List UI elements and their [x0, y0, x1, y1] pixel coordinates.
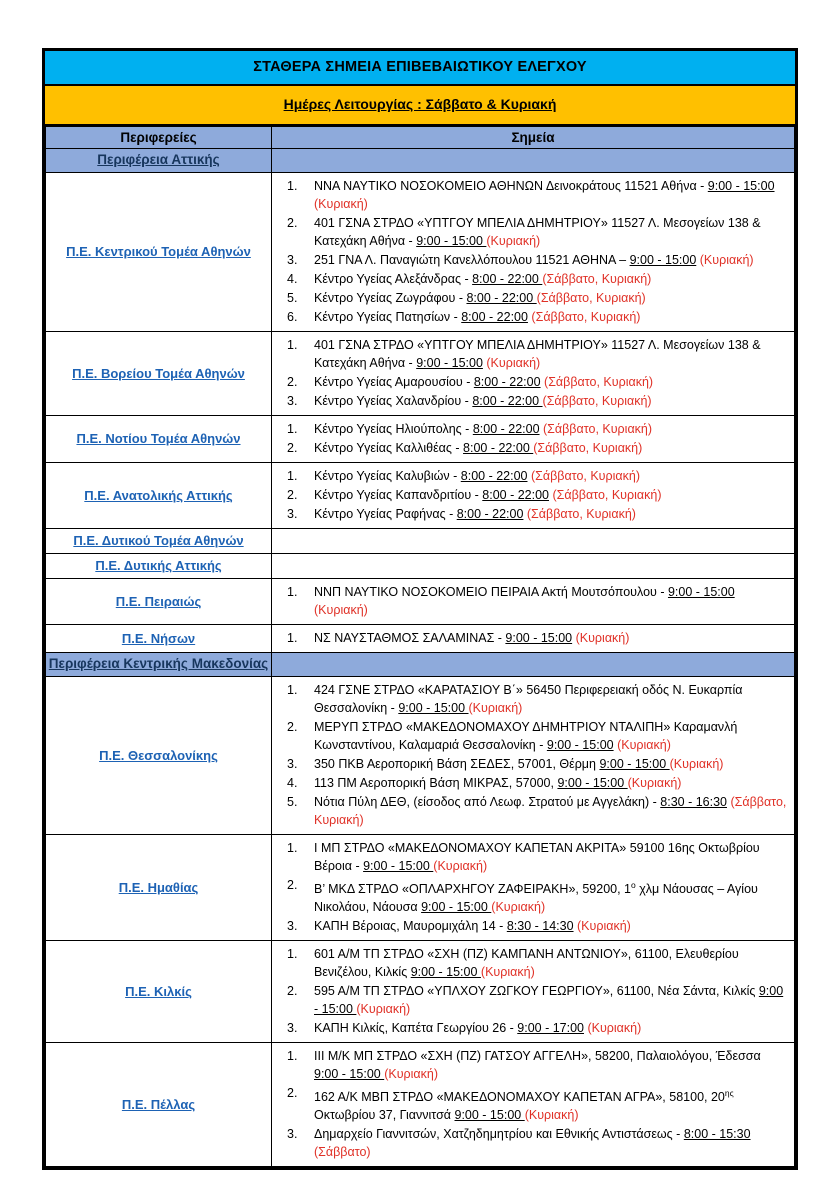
points-cell	[272, 941, 795, 1043]
region-link[interactable]: Π.Ε. Κιλκίς	[125, 983, 192, 999]
point-hours: 9:00 - 15:00	[314, 984, 784, 1017]
region-link[interactable]: Π.Ε. Θεσσαλονίκης	[99, 747, 218, 763]
point-days: (Σάββατο, Κυριακή)	[527, 310, 641, 324]
point-number: 3.	[287, 253, 298, 267]
point-number: 1.	[287, 631, 298, 645]
table-row	[46, 529, 795, 554]
section-header-cell	[46, 149, 272, 173]
point-hours: 9:00 - 15:00	[314, 1067, 385, 1082]
point-text	[314, 420, 788, 438]
point-item	[272, 681, 788, 717]
point-text	[314, 270, 788, 288]
point-text	[314, 774, 788, 792]
point-hours: 8:00 - 22:00	[472, 422, 540, 436]
point-days: (Κυριακή)	[573, 919, 631, 934]
point-days: (Σάββατο, Κυριακή)	[548, 488, 662, 502]
point-days: (Σάββατο, Κυριακή)	[527, 469, 640, 483]
column-header-points: Σημεία	[272, 127, 795, 149]
point-text-segment: Κέντρο Υγείας Καλλιθέας -	[314, 441, 464, 455]
point-text	[314, 681, 788, 717]
point-text-segment: Κέντρο Υγείας Χαλανδρίου -	[314, 394, 473, 408]
point-item	[272, 755, 788, 773]
point-text-segment: 251 ΓΝΑ Λ. Παναγιώτη Κανελλόπουλου 11521 ΑΘΗΝΑ –	[314, 253, 630, 267]
point-hours: 9:00 - 15:00	[421, 900, 492, 915]
point-text-segment: Κέντρο Υγείας Ηλιούπολης -	[314, 422, 473, 436]
point-number: 1.	[287, 338, 298, 352]
region-link[interactable]: Π.Ε. Νοτίου Τομέα Αθηνών	[76, 431, 241, 446]
point-days: (Κυριακή)	[491, 900, 546, 915]
point-item	[272, 793, 788, 829]
region-link[interactable]: Π.Ε. Δυτικού Τομέα Αθηνών	[73, 533, 244, 548]
point-item	[272, 982, 788, 1018]
region-cell	[46, 579, 272, 625]
point-text	[314, 917, 788, 935]
point-text-segment: ΝΝΠ ΝΑΥΤΙΚΟ ΝΟΣΟΚΟΜΕΙΟ ΠΕΙΡΑΙΑ Ακτή Μουτσόπουλου -	[314, 585, 668, 599]
region-link[interactable]: Π.Ε. Βορείου Τομέα Αθηνών	[72, 365, 245, 381]
point-days: (Κυριακή)	[314, 603, 368, 617]
point-hours: 8:00 - 22:00	[463, 441, 534, 455]
region-link[interactable]: Π.Ε. Δυτικής Αττικής	[95, 558, 222, 573]
point-days: (Κυριακή)	[314, 197, 368, 211]
point-number: 3.	[287, 1021, 298, 1036]
point-item	[272, 629, 788, 647]
point-text	[314, 982, 788, 1018]
point-text-segment: 350 ΠΚΒ Αεροπορική Βάση ΣΕΔΕΣ, 57001, Θέρμη	[314, 757, 600, 771]
point-text-segment: Νότια Πύλη ΔΕΘ, (είσοδος από Λεωφ. Στρατού με Αγγελάκη) -	[314, 795, 661, 809]
point-text-segment: Κέντρο Υγείας Αμαρουσίου -	[314, 375, 474, 389]
point-item	[272, 876, 788, 916]
point-hours: 8:00 - 22:00	[456, 507, 524, 521]
point-text	[314, 251, 788, 269]
section-header-row	[46, 149, 795, 173]
region-link[interactable]: Π.Ε. Κεντρικού Τομέα Αθηνών	[66, 244, 251, 259]
table-row	[46, 625, 795, 653]
table-row	[46, 173, 795, 332]
checkpoints-table	[45, 126, 795, 1167]
point-text	[314, 505, 788, 523]
point-text	[314, 439, 788, 457]
region-link[interactable]: Π.Ε. Πέλλας	[121, 1096, 196, 1112]
point-item	[272, 251, 788, 269]
point-days: (Κυριακή)	[468, 701, 523, 715]
point-text	[314, 1125, 788, 1161]
point-days: (Σάββατο, Κυριακή)	[539, 422, 653, 436]
point-number: 3.	[287, 919, 298, 934]
table-row	[46, 416, 795, 463]
point-text	[314, 308, 788, 326]
points-cell	[272, 579, 795, 625]
point-days: (Κυριακή)	[524, 1108, 579, 1123]
point-number: 1.	[287, 422, 298, 436]
point-item	[272, 439, 788, 457]
region-cell	[46, 1043, 272, 1167]
point-days: (Σάββατο, Κυριακή)	[540, 375, 654, 389]
region-cell	[46, 416, 272, 463]
point-hours: 9:00 - 15:00	[505, 631, 573, 645]
point-days: (Κυριακή)	[627, 776, 682, 790]
column-header-regions: Περιφερείες	[46, 127, 272, 149]
region-cell	[46, 332, 272, 416]
point-hours: 8:00 - 22:00	[472, 394, 543, 408]
point-text-segment: ης	[724, 1088, 734, 1099]
region-cell	[46, 173, 272, 332]
page-title: ΣΤΑΘΕΡΑ ΣΗΜΕΙΑ ΕΠΙΒΕΒΑΙΩΤΙΚΟΥ ΕΛΕΓΧΟΥ	[45, 51, 795, 86]
points-cell	[272, 835, 795, 941]
point-number: 2.	[287, 720, 298, 734]
points-cell	[272, 463, 795, 529]
point-number: 4.	[287, 272, 298, 286]
point-text-segment: ΙΙΙ Μ/Κ ΜΠ ΣΤΡΔΟ «ΣΧΗ (ΠΖ) ΓΑΤΣΟΥ ΑΓΓΕΛΗ», 58200, Παλαιολόγου, Έδεσσα	[314, 1049, 761, 1064]
point-text	[314, 289, 788, 307]
points-cell	[272, 529, 795, 554]
points-cell	[272, 1043, 795, 1167]
point-number: 3.	[287, 757, 298, 771]
point-number: 2.	[287, 216, 298, 230]
point-item	[272, 392, 788, 410]
point-hours: 9:00 - 15:00	[707, 179, 775, 193]
point-text	[314, 839, 788, 875]
point-number: 1.	[287, 469, 298, 483]
point-item	[272, 289, 788, 307]
point-text-segment: 401 ΓΣΝΑ ΣΤΡΔΟ «ΥΠΤΓΟΥ ΜΠΕΛΙΑ ΔΗΜΗΤΡΙΟΥ» 11527 Λ. Μεσογείων 138 & Κατεχάκη Αθήνα -	[314, 338, 761, 370]
point-number: 5.	[287, 795, 298, 809]
points-cell	[272, 416, 795, 463]
point-hours: 9:00 - 15:00	[629, 253, 697, 267]
section-header-spacer-cell	[272, 149, 795, 173]
point-number: 1.	[287, 179, 298, 193]
point-item	[272, 718, 788, 754]
table-row	[46, 463, 795, 529]
point-number: 1.	[287, 1049, 298, 1064]
point-hours: 9:00 - 15:00	[546, 738, 614, 752]
point-number: 5.	[287, 291, 298, 305]
point-item	[272, 270, 788, 288]
point-item	[272, 1125, 788, 1161]
points-cell	[272, 677, 795, 835]
point-hours: 8:00 - 22:00	[466, 291, 537, 305]
point-text-segment: Κέντρο Υγείας Ραφήνας -	[314, 507, 457, 521]
point-hours: 9:00 - 15:00	[416, 234, 487, 248]
point-hours: 9:00 - 17:00	[517, 1021, 584, 1036]
point-hours: 9:00 - 15:00	[363, 859, 434, 873]
point-text	[314, 1084, 788, 1124]
point-days: (Κυριακή)	[356, 1002, 411, 1017]
point-text	[314, 876, 788, 916]
point-item	[272, 1019, 788, 1037]
point-number: 2.	[287, 1086, 298, 1101]
point-item	[272, 308, 788, 326]
point-number: 1.	[287, 947, 298, 962]
point-days: (Κυριακή)	[384, 1067, 439, 1082]
point-text-segment: Κέντρο Υγείας Καλυβιών -	[314, 469, 461, 483]
point-hours: 9:00 - 15:00	[398, 701, 469, 715]
point-hours: 9:00 - 15:00	[416, 356, 483, 370]
point-hours: 9:00 - 15:00	[599, 757, 670, 771]
point-number: 2.	[287, 488, 298, 502]
point-text-segment: 162 Α/Κ ΜΒΠ ΣΤΡΔΟ «ΜΑΚΕΔΟΝΟΜΑΧΟΥ ΚΑΠΕΤΑΝ ΑΓΡΑ», 58100, 20	[314, 1090, 725, 1105]
point-number: 3.	[287, 1127, 298, 1142]
point-text-segment: Ι ΜΠ ΣΤΡΔΟ «ΜΑΚΕΔΟΝΟΜΑΧΟΥ ΚΑΠΕΤΑΝ ΑΚΡΙΤΑ» 59100 16ης Οκτωβρίου Βέροια -	[314, 841, 760, 873]
point-text-segment: 424 ΓΣΝΕ ΣΤΡΔΟ «ΚΑΡΑΤΑΣΙΟΥ Β΄» 56450 Περιφερειακή οδός Ν. Ευκαρπία Θεσσαλονίκη -	[314, 683, 743, 715]
point-days: (Κυριακή)	[613, 738, 671, 752]
table-row	[46, 332, 795, 416]
point-days: (Σάββατο, Κυριακή)	[542, 394, 652, 408]
point-days: (Κυριακή)	[480, 965, 535, 980]
point-days: (Σάββατο, Κυριακή)	[314, 795, 787, 827]
point-text	[314, 486, 788, 504]
point-number: 6.	[287, 310, 298, 324]
region-cell	[46, 677, 272, 835]
point-hours: 8:00 - 22:00	[460, 469, 528, 483]
point-number: 3.	[287, 394, 298, 408]
section-header-row	[46, 653, 795, 677]
region-link[interactable]: Π.Ε. Νήσων	[121, 630, 196, 646]
point-days: (Κυριακή)	[669, 757, 724, 771]
point-number: 4.	[287, 776, 298, 790]
point-text	[314, 718, 788, 754]
point-number: 2.	[287, 441, 298, 455]
point-text	[314, 945, 788, 981]
point-hours: 8:00 - 22:00	[473, 375, 541, 389]
point-hours: 8:00 - 15:30	[683, 1127, 751, 1142]
point-days: (Σάββατο, Κυριακή)	[536, 291, 646, 305]
point-days: (Κυριακή)	[696, 253, 754, 267]
table-row	[46, 941, 795, 1043]
point-item	[272, 774, 788, 792]
point-text-segment: 401 ΓΣΝΑ ΣΤΡΔΟ «ΥΠΤΓΟΥ ΜΠΕΛΙΑ ΔΗΜΗΤΡΙΟΥ» 11527 Λ. Μεσογείων 138 & Κατεχάκη Αθήνα -	[314, 216, 761, 248]
point-text-segment: Κέντρο Υγείας Πατησίων -	[314, 310, 462, 324]
point-days: (Κυριακή)	[482, 356, 541, 370]
point-text	[314, 1047, 788, 1083]
point-text-segment: χλμ Νάουσας – Αγίου Νικολάου, Νάουσα	[314, 882, 758, 915]
point-item	[272, 839, 788, 875]
operating-days-text: Ημέρες Λειτουργίας : Σάββατο & Κυριακή	[283, 96, 557, 112]
point-text-segment: ΝΣ ΝΑΥΣΤΑΘΜΟΣ ΣΑΛΑΜΙΝΑΣ -	[314, 631, 506, 645]
point-text	[314, 629, 788, 647]
table-row	[46, 1043, 795, 1167]
point-item	[272, 177, 788, 213]
point-days: (Κυριακή)	[583, 1021, 642, 1036]
point-item	[272, 945, 788, 981]
point-hours: 9:00 - 15:00	[454, 1108, 525, 1123]
point-number: 1.	[287, 841, 298, 855]
points-cell	[272, 554, 795, 579]
operating-days-banner	[45, 86, 795, 126]
point-number: 3.	[287, 507, 298, 521]
point-days: (Σάββατο, Κυριακή)	[542, 272, 652, 286]
point-text-segment: ΚΑΠΗ Κιλκίς, Καπέτα Γεωργίου 26 -	[314, 1021, 518, 1036]
point-text-segment: Κέντρο Υγείας Καπανδριτίου -	[314, 488, 483, 502]
point-item	[272, 486, 788, 504]
point-text-segment: Κέντρο Υγείας Αλεξάνδρας -	[314, 272, 473, 286]
point-item	[272, 336, 788, 372]
section-label: Περιφέρεια Κεντρικής Μακεδονίας	[48, 656, 269, 672]
point-item	[272, 214, 788, 250]
point-number: 2.	[287, 375, 298, 389]
point-text-segment: Κέντρο Υγείας Ζωγράφου -	[314, 291, 467, 305]
point-text-segment: ΜΕΡΥΠ ΣΤΡΔΟ «ΜΑΚΕΔΟΝΟΜΑΧΟΥ ΔΗΜΗΤΡΙΟΥ ΝΤΑΛΙΠΗ» Καραμανλή Κωνσταντίνου, Καλαμαριά Θεσσαλονίκη -	[314, 720, 738, 752]
points-cell	[272, 173, 795, 332]
point-text	[314, 392, 788, 410]
point-hours: 8:30 - 16:30	[660, 795, 727, 809]
point-hours: 9:00 - 15:00	[557, 776, 628, 790]
region-link[interactable]: Π.Ε. Ημαθίας	[118, 879, 199, 895]
section-label: Περιφέρεια Αττικής	[97, 152, 220, 168]
table-row	[46, 835, 795, 941]
points-cell	[272, 625, 795, 653]
point-hours: 9:00 - 15:00	[410, 965, 481, 980]
region-cell	[46, 941, 272, 1043]
point-number: 2.	[287, 984, 298, 999]
point-hours: 8:00 - 22:00	[482, 488, 549, 502]
table-row	[46, 554, 795, 579]
point-days: (Κυριακή)	[572, 631, 630, 645]
region-link[interactable]: Π.Ε. Ανατολικής Αττικής	[84, 487, 233, 503]
checkpoints-document	[42, 48, 798, 1170]
point-hours: 8:00 - 22:00	[472, 272, 543, 286]
point-text	[314, 755, 788, 773]
point-text-segment: 113 ΠΜ Αεροπορική Βάση ΜΙΚΡΑΣ, 57000,	[314, 776, 558, 790]
point-item	[272, 420, 788, 438]
point-item	[272, 917, 788, 935]
point-days: (Σάββατο, Κυριακή)	[533, 441, 643, 455]
region-cell	[46, 835, 272, 941]
point-hours: 9:00 - 15:00	[667, 585, 735, 599]
point-number: 2.	[287, 878, 298, 892]
point-item	[272, 1084, 788, 1124]
point-text-segment: Οκτωβρίου 37, Γιαννιτσά	[314, 1108, 455, 1123]
point-item	[272, 1047, 788, 1083]
column-header-row	[46, 127, 795, 149]
point-text-segment: ο	[631, 880, 636, 890]
point-item	[272, 373, 788, 391]
point-text	[314, 214, 788, 250]
region-cell	[46, 529, 272, 554]
point-number: 1.	[287, 585, 298, 599]
point-text-segment: 595 Α/Μ ΤΠ ΣΤΡΔΟ «ΥΠΛΧΟΥ ΖΩΓΚΟΥ ΓΕΩΡΓΙΟΥ», 61100, Νέα Σάντα, Κιλκίς	[314, 984, 759, 999]
point-text	[314, 1019, 788, 1037]
point-text	[314, 793, 788, 829]
point-text	[314, 373, 788, 391]
point-text-segment: Β’ ΜΚΔ ΣΤΡΔΟ «ΟΠΛΑΡΧΗΓΟΥ ΖΑΦΕΙΡΑΚΗ», 59200, 1	[314, 882, 632, 897]
point-text-segment: ΝΝΑ ΝΑΥΤΙΚΟ ΝΟΣΟΚΟΜΕΙΟ ΑΘΗΝΩΝ Δεινοκράτους 11521 Αθήνα -	[314, 179, 708, 193]
region-cell	[46, 554, 272, 579]
point-hours: 8:30 - 14:30	[506, 919, 574, 934]
region-cell	[46, 625, 272, 653]
point-days: (Σάββατο, Κυριακή)	[523, 507, 636, 521]
point-days: (Κυριακή)	[433, 859, 488, 873]
table-row	[46, 579, 795, 625]
point-text-segment: ΚΑΠΗ Βέροιας, Μαυρομιχάλη 14 -	[314, 919, 507, 934]
point-text	[314, 336, 788, 372]
point-item	[272, 467, 788, 485]
section-header-spacer-cell	[272, 653, 795, 677]
points-cell	[272, 332, 795, 416]
point-text-segment: 601 Α/Μ ΤΠ ΣΤΡΔΟ «ΣΧΗ (ΠΖ) ΚΑΜΠΑΝΗ ΑΝΤΩΝΙΟΥ», 61100, Ελευθερίου Βενιζέλου, Κιλκίς	[314, 947, 739, 980]
point-hours: 8:00 - 22:00	[461, 310, 528, 324]
point-number: 1.	[287, 683, 298, 697]
point-days: (Σάββατο)	[314, 1145, 371, 1160]
point-text	[314, 467, 788, 485]
point-item	[272, 583, 788, 619]
point-text-segment: Δημαρχείο Γιαννιτσών, Χατζηδημητρίου και Εθνικής Αντιστάσεως -	[314, 1127, 684, 1142]
point-text	[314, 583, 788, 619]
point-text	[314, 177, 788, 213]
section-header-cell	[46, 653, 272, 677]
point-days: (Κυριακή)	[486, 234, 541, 248]
point-item	[272, 505, 788, 523]
region-cell	[46, 463, 272, 529]
table-row	[46, 677, 795, 835]
region-link[interactable]: Π.Ε. Πειραιώς	[115, 593, 202, 609]
